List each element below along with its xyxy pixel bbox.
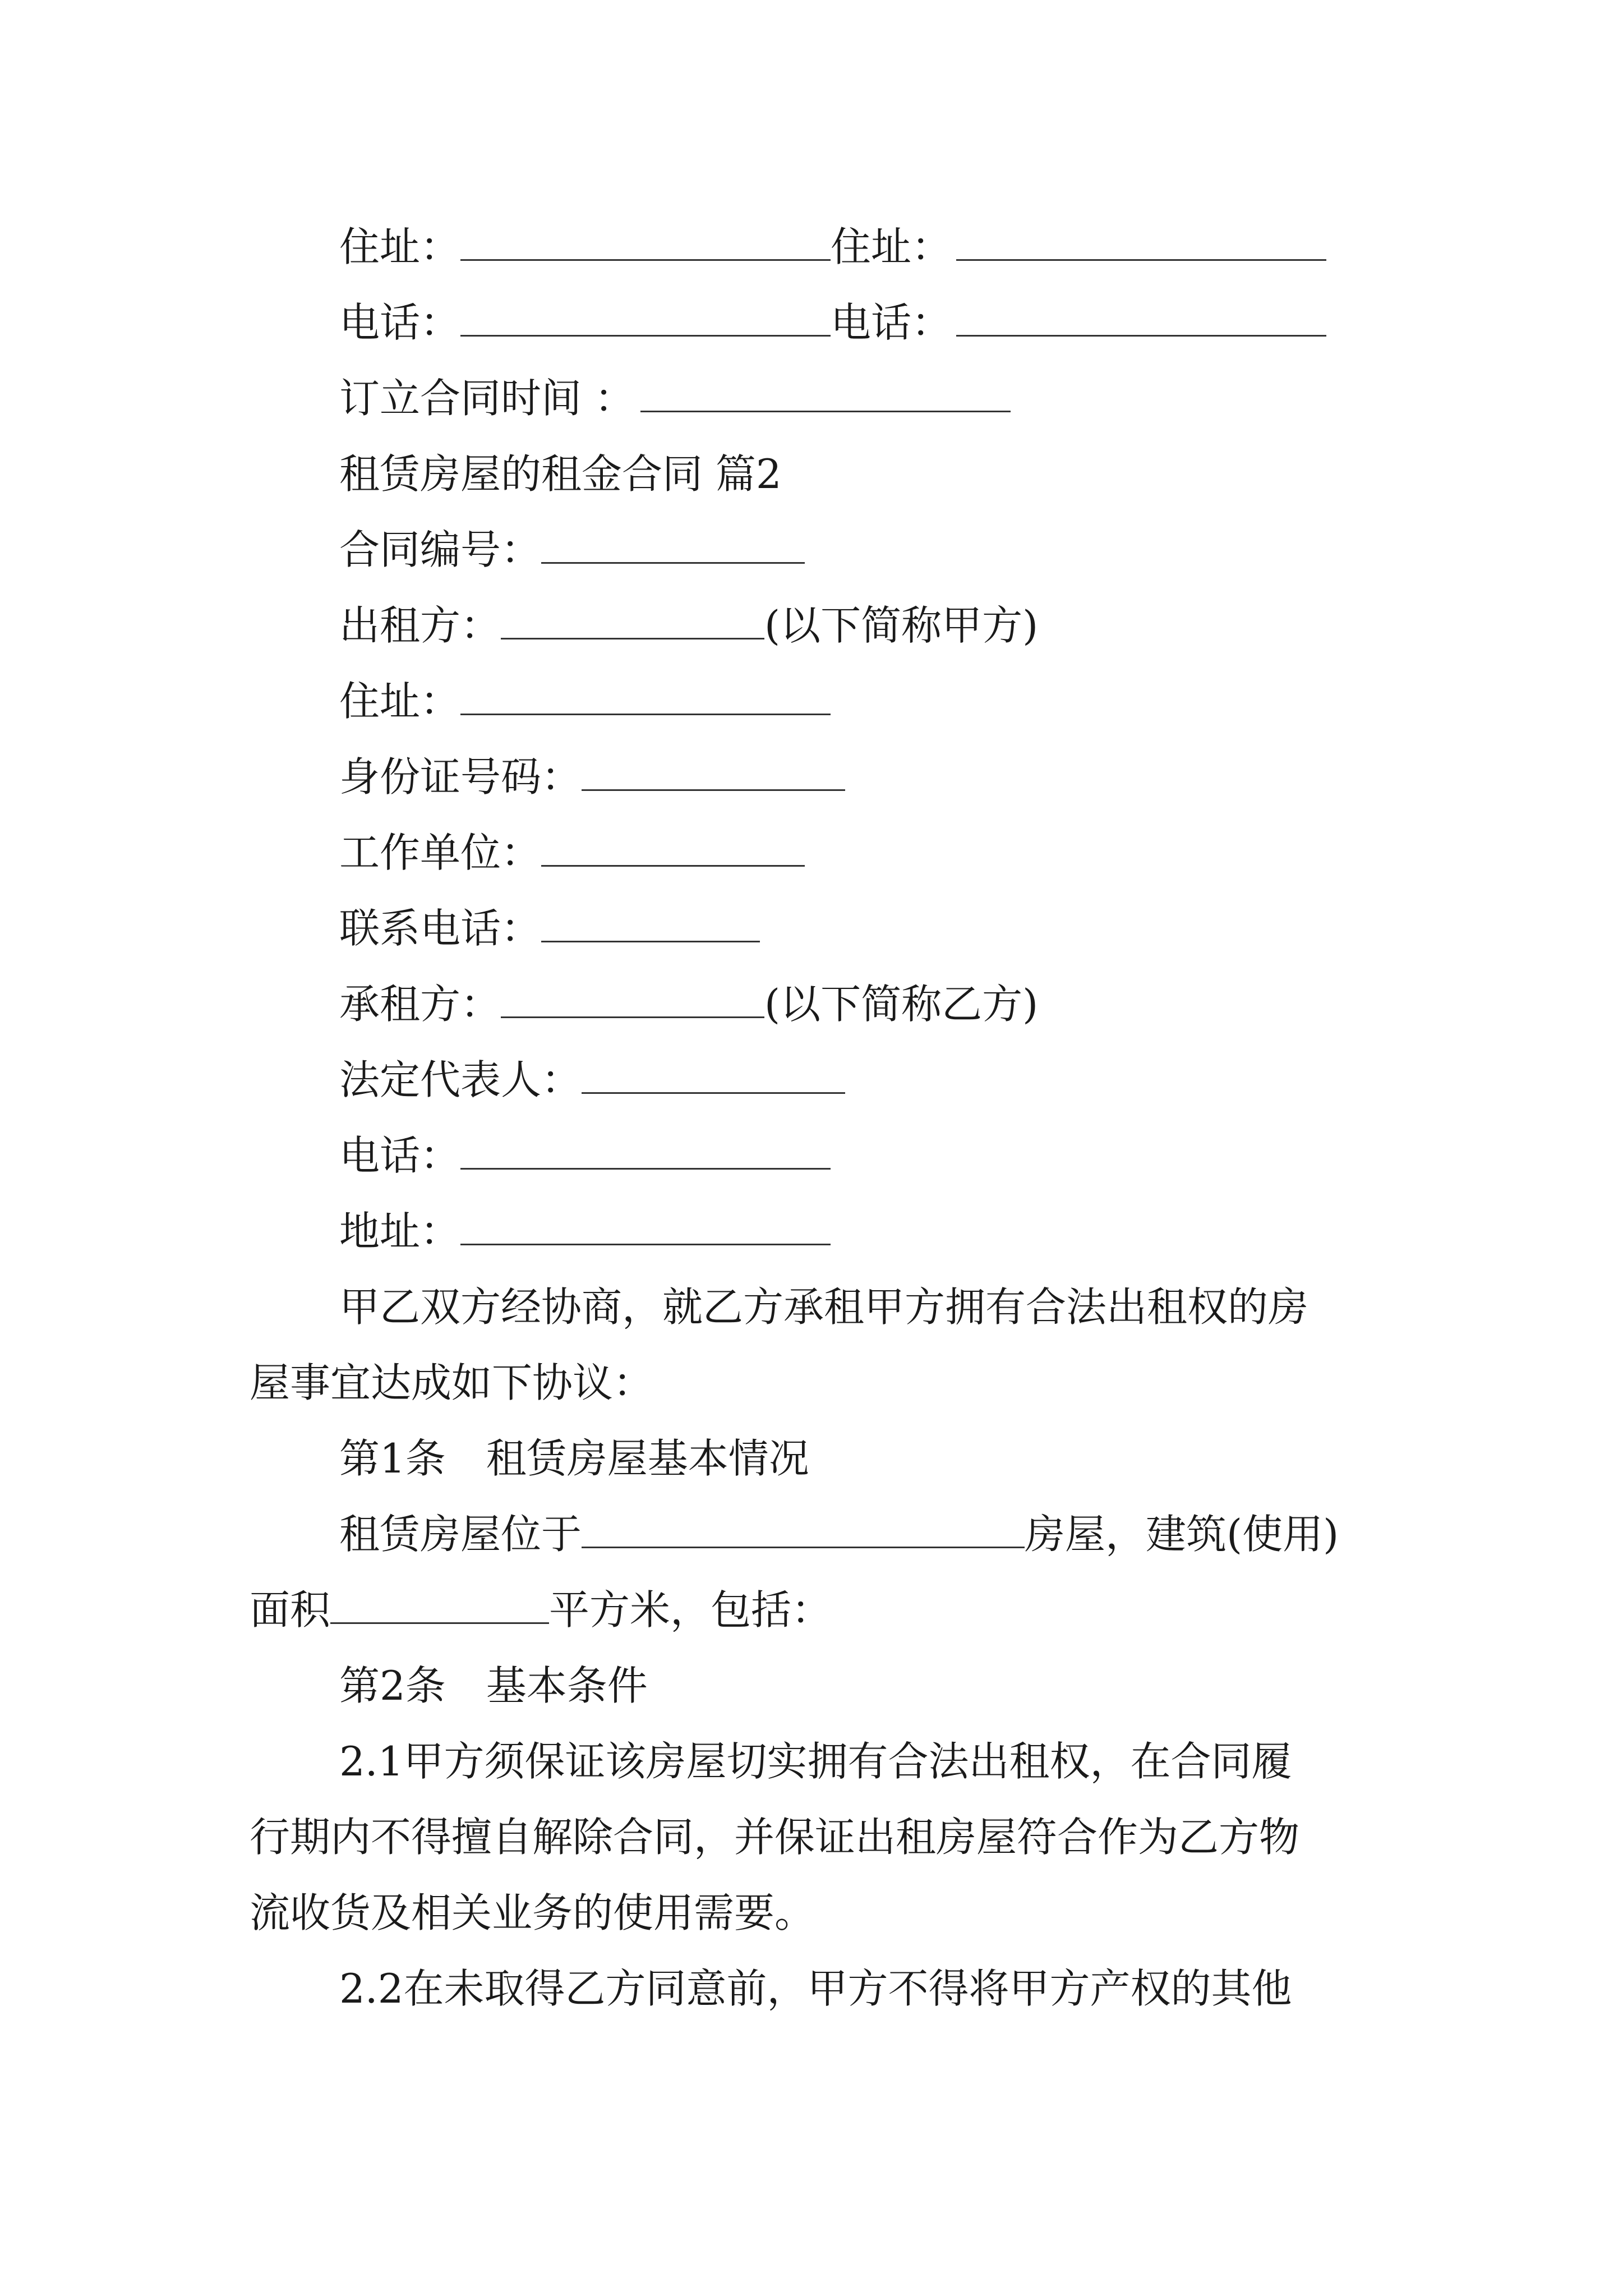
lessee-address-blank <box>460 1209 831 1245</box>
lessee-label: 承租方： <box>339 981 501 1028</box>
employer-label: 工作单位： <box>339 829 542 876</box>
contract-number-blank <box>541 527 805 564</box>
party-b-phone-blank <box>956 300 1326 337</box>
area-row <box>250 1583 832 1637</box>
party-a-address-blank <box>460 224 831 261</box>
lessor-address-label: 住址： <box>339 678 461 725</box>
clause-2-1-line-1: 2.1甲方须保证该房屋切实拥有合法出租权，在合同履 <box>339 1738 1292 1785</box>
party-a-phone-blank <box>460 300 831 337</box>
id-number-blank <box>582 754 845 791</box>
contact-phone-label: 联系电话： <box>339 905 542 952</box>
contract-number-label: 合同编号： <box>339 526 542 573</box>
lessee-row <box>339 977 1038 1031</box>
contract-number-row <box>339 523 805 577</box>
clause-2-1-line-3: 流收货及相关业务的使用需要。 <box>250 1889 815 1936</box>
lessee-phone-label: 电话： <box>339 1132 461 1179</box>
party-a-phone-label: 电话： <box>339 299 461 346</box>
lessee-blank <box>501 982 764 1018</box>
location-blank <box>582 1512 1025 1548</box>
id-number-label: 身份证号码： <box>339 753 582 800</box>
contract-date-label: 订立合同时间 ： <box>339 375 635 422</box>
party-b-address-label: 住址： <box>831 223 952 270</box>
contract-date-blank <box>640 376 1011 412</box>
clause-2-1-line-2: 行期内不得擅自解除合同，并保证出租房屋符合作为乙方物 <box>250 1814 1300 1861</box>
building-area-label: 房屋，建筑(使用) <box>1025 1511 1339 1558</box>
article-1-heading: 第1条 租赁房屋基本情况 <box>339 1435 809 1482</box>
paragraph-intro-line-1: 甲乙双方经协商，就乙方承租甲方拥有合法出租权的房 <box>339 1283 1309 1331</box>
party-a-address-label: 住址： <box>339 223 461 270</box>
lessor-row <box>339 599 1038 652</box>
lessor-blank <box>501 603 764 639</box>
lessee-phone-row <box>339 1129 831 1182</box>
lessor-address-blank <box>460 679 831 715</box>
legal-rep-blank <box>582 1057 845 1094</box>
lessee-address-label: 地址： <box>339 1208 461 1255</box>
party-b-phone-label: 电话： <box>831 299 952 346</box>
article-2-heading: 第2条 基本条件 <box>339 1662 648 1709</box>
lessor-label: 出租方： <box>339 602 501 649</box>
phone-row <box>339 296 1326 349</box>
area-unit-label: 平方米，包括： <box>549 1586 832 1634</box>
legal-rep-label: 法定代表人： <box>339 1056 582 1103</box>
employer-blank <box>541 830 805 867</box>
contract-date-row <box>339 371 1011 425</box>
area-blank <box>330 1588 549 1624</box>
lessee-address-row <box>339 1204 831 1258</box>
clause-2-2-line-1: 2.2在未取得乙方同意前，甲方不得将甲方产权的其他 <box>339 1965 1292 2012</box>
id-number-row <box>339 750 845 804</box>
lessor-address-row <box>339 674 831 728</box>
area-label: 面积 <box>250 1586 331 1634</box>
lessor-note: (以下简称甲方) <box>764 602 1039 649</box>
contact-phone-row <box>339 901 760 955</box>
location-row <box>339 1507 1339 1561</box>
address-row <box>339 220 1326 274</box>
legal-rep-row <box>339 1053 845 1107</box>
lessee-note: (以下简称乙方) <box>764 981 1039 1028</box>
lessee-phone-blank <box>460 1133 831 1170</box>
paragraph-intro-line-2: 屋事宜达成如下协议： <box>250 1359 654 1406</box>
location-label: 租赁房屋位于 <box>339 1511 582 1558</box>
employer-row <box>339 826 805 880</box>
party-b-address-blank <box>956 224 1326 261</box>
contact-phone-blank <box>541 906 760 942</box>
section-title: 租赁房屋的租金合同 篇2 <box>339 450 782 498</box>
